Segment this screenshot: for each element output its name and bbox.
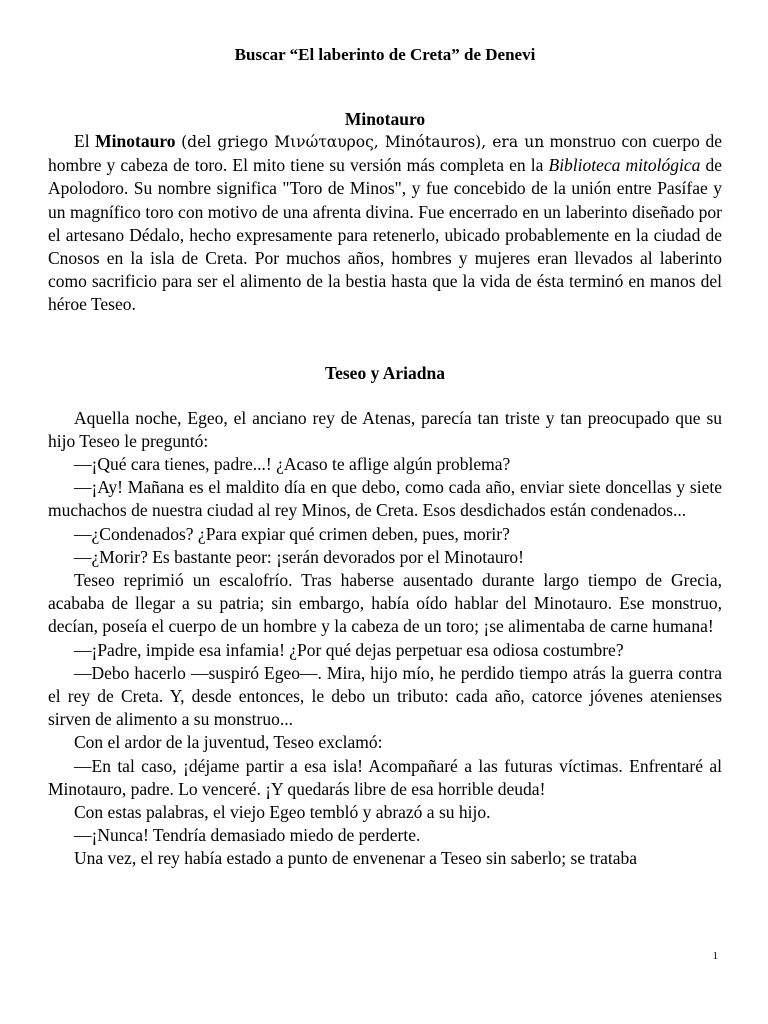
minotauro-term: Minotauro bbox=[95, 131, 176, 151]
story-paragraph: —¡Nunca! Tendría demasiado miedo de perderte. bbox=[74, 825, 421, 846]
minotauro-paragraph bbox=[48, 130, 722, 317]
story-paragraph: —¡Padre, impide esa infamia! ¿Por qué dejas perpetuar esa odiosa costumbre? bbox=[74, 639, 624, 660]
greek-etymology: (del griego Μινώταυρος, Minótauros), era un bbox=[181, 133, 545, 151]
story-paragraph: —¡Ay! Mañana es el maldito día en que debo, como cada año, enviar siete doncellas y siete muchachos de nuestra ciudad al rey Minos, de Creta. Esos desdichados están condenados... bbox=[48, 477, 722, 521]
story-paragraph: Aquella noche, Egeo, el anciano rey de Atenas, parecía tan triste y tan preocupado que su hijo Teseo le preguntó: bbox=[48, 407, 722, 451]
story-paragraph: Con el ardor de la juventud, Teseo exclamó: bbox=[74, 732, 383, 753]
document-page bbox=[48, 44, 722, 871]
story-paragraph: —¿Morir? Es bastante peor: ¡serán devorados por el Minotauro! bbox=[74, 546, 524, 567]
story-paragraph: Teseo reprimió un escalofrío. Tras haberse ausentado durante largo tiempo de Grecia, acababa de llegar a su patria; sin embargo, había oído hablar del Minotauro. Ese monstruo, decían, poseía el cuerpo de un hombre y la cabeza de un toro; ¡se alimentaba de carne humana! bbox=[48, 570, 722, 637]
minotauro-text-1: monstruo con cuerpo de hombre y cabeza de toro. El mito tiene su versión más completa en la bbox=[48, 131, 723, 176]
book-title: Biblioteca mitológica bbox=[548, 155, 701, 176]
document-title: Buscar “El laberinto de Creta” de Denevi bbox=[234, 45, 536, 64]
minotauro-intro-word: El bbox=[74, 131, 90, 151]
story-paragraph: —¿Condenados? ¿Para expiar qué crimen deben, pues, morir? bbox=[74, 523, 510, 544]
section-heading-teseo: Teseo y Ariadna bbox=[325, 362, 445, 383]
story-paragraph: Con estas palabras, el viejo Egeo tembló y abrazó a su hijo. bbox=[74, 802, 491, 823]
story-paragraph: —Debo hacerlo —suspiró Egeo—. Mira, hijo mío, he perdido tiempo atrás la guerra contra el rey de Creta. Y, desde entonces, le debo un tributo: cada año, catorce jóvenes atenienses sirven de alimento a su monstruo... bbox=[48, 662, 722, 730]
story-paragraph: Una vez, el rey había estado a punto de envenenar a Teseo sin saberlo; se trataba bbox=[74, 848, 638, 869]
story-paragraph: —¡Qué cara tienes, padre...! ¿Acaso te aflige algún problema? bbox=[74, 454, 511, 475]
minotauro-text-2: de Apolodoro. Su nombre significa "Toro de Minos", y fue concebido de la unión entre Pasífae y un magnífico toro con motivo de una afrenta divina. Fue encerrado en un laberinto diseñado por el artesano Dédalo, hecho expresamente para retenerlo, ubicado probablemente en la ciudad de Cnosos en la isla de Creta. Por muchos años, hombres y mujeres eran llevados al laberinto como sacrificio para ser el alimento de la bestia hasta que la vida de ésta terminó en manos del héroe Teseo. bbox=[48, 155, 723, 315]
section-heading-minotauro: Minotauro bbox=[344, 109, 426, 129]
story-paragraph: —En tal caso, ¡déjame partir a esa isla! Acompañaré a las futuras víctimas. Enfrentaré al Minotauro, padre. Lo venceré. ¡Y quedarás libre de esa horrible deuda! bbox=[48, 755, 722, 799]
page-number: 1 bbox=[712, 950, 718, 962]
